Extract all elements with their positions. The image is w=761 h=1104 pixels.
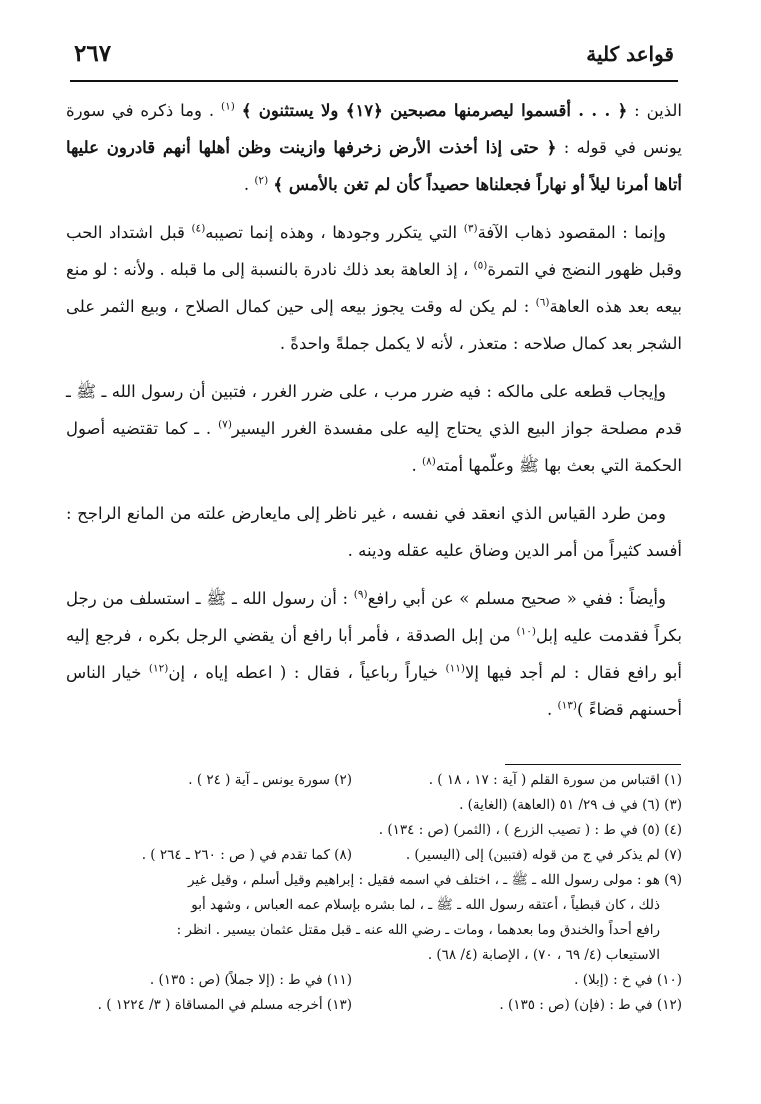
footnote-ref: (١١) xyxy=(445,662,466,675)
footnote-3-6: (٣) (٦) في ف ٢٩/ ٥١ (العاهة) (الغاية) . xyxy=(459,797,682,813)
text: التي يتكرر وجودها ، وهذه إنما تصيبه xyxy=(205,223,458,242)
footnote-row xyxy=(66,968,682,993)
running-title: قواعد كلية xyxy=(586,42,674,66)
footnote-12: (١٢) في ط : (فإن) (ص : ١٣٥) . xyxy=(499,997,682,1013)
footnote-ref: (٥) xyxy=(473,259,488,272)
page-number: ٢٦٧ xyxy=(74,40,112,67)
text: وأيضاً : ففي « صحيح مسلم » عن أبي رافع xyxy=(367,589,666,608)
quran-quote: ﴿ . . . أقسموا ليصرمنها مصبحين ﴿١٧﴾ ولا يستثنون ﴾ xyxy=(241,101,628,120)
text: قبل اشتداد الحب وقبل ظهور النضج في التمرة xyxy=(66,223,682,279)
footnote-7: (٧) لم يذكر في ج من قوله (فتبين) إلى (اليسير) . xyxy=(405,847,682,863)
footnote-ref: (١٣) xyxy=(557,699,578,712)
footnote-divider xyxy=(505,764,681,765)
footnote-11: (١١) في ط : (إلا جملاً) (ص : ١٣٥) . xyxy=(149,972,352,988)
text: . xyxy=(411,456,417,475)
footnote-4-5: (٤) (٥) في ط : ( تصيب الزرع ) ، (الثمر) (ص : ١٣٤) . xyxy=(378,822,682,838)
text: . ـ كما تقتضيه أصول الحكمة التي بعث بها ﷺ وعلّمها أمته xyxy=(66,419,682,475)
footnote-ref: (٨) xyxy=(421,455,436,468)
footnote-row xyxy=(66,768,682,793)
footnote-2: (٢) سورة يونس ـ آية ( ٢٤ ) . xyxy=(188,772,352,788)
footnote-9-cont: رافع أحداً والخندق وما بعدهما ، ومات ـ رضي الله عنه ـ قبل مقتل عثمان بيسير . انظر : xyxy=(176,922,660,938)
main-text xyxy=(66,92,682,739)
text: وإيجاب قطعه على مالكه : فيه ضرر مرب ، على ضرر الغرر ، فتبين أن رسول الله ـ ﷺ ـ قدم مصلحة جواز البيع الذي يحتاج إليه على مفسدة الغرر اليسير xyxy=(66,382,683,438)
footnote-13: (١٣) أخرجه مسلم في المساقاة ( ٣/ ١٢٢٤ ) . xyxy=(97,997,352,1013)
footnote-1: (١) اقتباس من سورة القلم ( آية : ١٧ ، ١٨ ) . xyxy=(428,772,682,788)
text: ، إذ العاهة بعد ذلك نادرة بالنسبة إلى ما قبله . ولأنه : لو منع بيعه بعد هذه العاهة xyxy=(66,260,682,316)
paragraph-4: ومن طرد القياس الذي انعقد في نفسه ، غير ناظر إلى مايعارض علته من المانع الراجح : أفسد كثيراً من أمر الدين وضاق عليه عقله ودينه . xyxy=(66,504,682,560)
footnote-ref: (١٠) xyxy=(516,625,537,638)
text: من إبل الصدقة ، فأمر أبا رافع أن يقضي الرجل بكره ، فرجع إليه أبو رافع فقال : لم أجد فيها إلا xyxy=(66,626,682,682)
text: : أن رسول الله ـ ﷺ ـ استسلف من رجل بكراً فقدمت عليه إبل xyxy=(66,589,682,645)
footnote-ref: (٢) xyxy=(254,174,269,187)
footnote-9-cont: الاستيعاب (٤/ ٦٩ ، ٧٠) ، الإصابة (٤/ ٦٨) . xyxy=(427,947,660,963)
text: وإنما : المقصود ذهاب الآفة xyxy=(477,223,667,242)
footnote-8: (٨) كما تقدم في ( ص : ٢٦٠ ـ ٢٦٤ ) . xyxy=(141,847,352,863)
footnote-row xyxy=(66,993,682,1018)
footnotes xyxy=(66,768,682,1018)
page-header xyxy=(70,38,678,82)
paragraph-1 xyxy=(66,92,682,203)
footnote-ref: (١) xyxy=(220,100,235,113)
text: : لم يكن له وقت يجوز بيعه إلى حين كمال الصلاح ، وبيع الثمر على الشجر بعد كمال صلاحه : متعذر ، لأنه لا يكمل جملةً واحدةً . xyxy=(66,297,682,353)
text: خيار الناس أحسنهم قضاءً ) xyxy=(66,663,682,719)
quran-quote: ﴿ حتى إذا أخذت الأرض زخرفها وازينت وظن أهلها أنهم قادرون عليها أتاها أمرنا ليلاً أو نهاراً فجعلناها حصيداً كأن لم تغن بالأمس ﴾ xyxy=(66,138,682,194)
text: الذين : xyxy=(634,101,683,120)
paragraph-3 xyxy=(66,373,682,484)
footnote-ref: (٧) xyxy=(218,418,232,431)
footnote-row xyxy=(66,843,682,868)
footnote-ref: (٤) xyxy=(191,222,206,235)
text: . xyxy=(243,175,250,194)
footnote-ref: (٣) xyxy=(463,222,478,235)
footnote-10: (١٠) في خ : (إبلا) . xyxy=(574,972,682,988)
text: . xyxy=(547,700,553,719)
footnote-ref: (٦) xyxy=(535,296,550,309)
footnote-ref: (١٢) xyxy=(148,662,169,675)
footnote-ref: (٩) xyxy=(353,588,368,601)
text: خياراً رباعياً ، فقال : ( اعطه إياه ، إن xyxy=(168,663,439,682)
text: . وما ذكره في سورة يونس في قوله : xyxy=(66,101,682,157)
paragraph-2 xyxy=(66,214,682,362)
footnote-9: (٩) هو : مولى رسول الله ـ ﷺ ـ ، اختلف في اسمه فقيل : إبراهيم وقيل أسلم ، وقيل غير xyxy=(187,872,682,888)
paragraph-5 xyxy=(66,580,682,728)
footnote-9-cont: ذلك ، كان قبطياً ، أعتقه رسول الله ـ ﷺ ـ ، لما بشره بإسلام عمه العباس ، وشهد أبو xyxy=(191,897,660,913)
